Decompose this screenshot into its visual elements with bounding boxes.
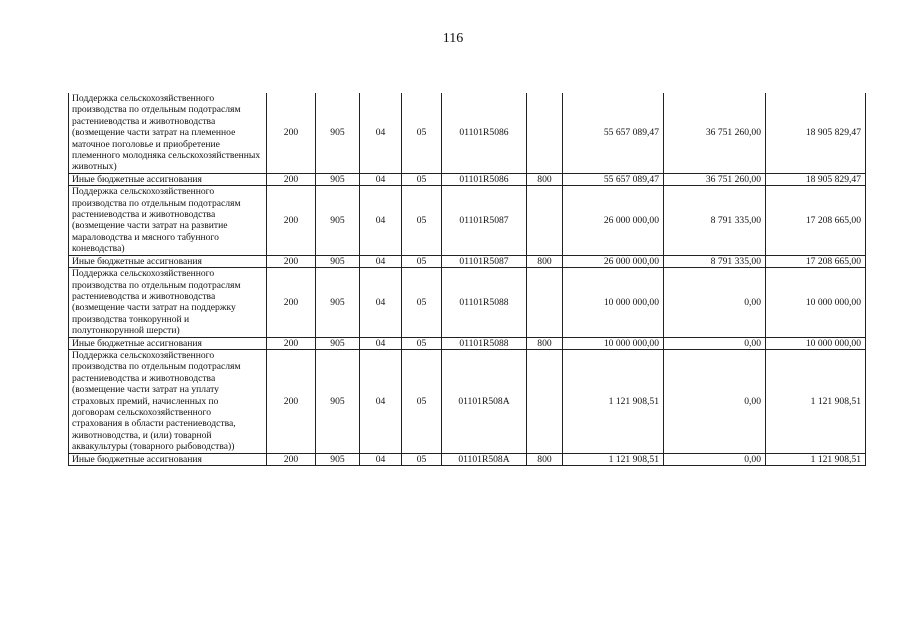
amount-total: 55 657 089,47 xyxy=(563,93,664,173)
expense-type xyxy=(527,186,563,255)
amount-2: 0,00 xyxy=(664,268,766,337)
table-row xyxy=(69,268,866,337)
amount-2: 0,00 xyxy=(664,337,766,349)
amount-total: 55 657 089,47 xyxy=(563,173,664,185)
department-code: 905 xyxy=(316,93,360,173)
row-name: Поддержка сельскохозяйственного производства по отдельным подотраслям растениеводства и животноводства (возмещение части затрат на уплату страховых премий, начисленных по договорам сельскохозяйственного страхования в области растениеводства, животноводства, и (или) товарной аквакультуры (товарного рыбоводства)) xyxy=(69,349,267,453)
department-code: 905 xyxy=(316,453,360,465)
admin-code: 200 xyxy=(267,337,316,349)
department-code: 905 xyxy=(316,255,360,267)
subsection-code: 05 xyxy=(402,173,442,185)
amount-total: 1 121 908,51 xyxy=(563,349,664,453)
amount-2: 36 751 260,00 xyxy=(664,93,766,173)
subsection-code: 05 xyxy=(402,337,442,349)
table-row xyxy=(69,186,866,255)
admin-code: 200 xyxy=(267,173,316,185)
table-row xyxy=(69,93,866,173)
subsection-code: 05 xyxy=(402,349,442,453)
section-code: 04 xyxy=(360,93,402,173)
row-name: Поддержка сельскохозяйственного производства по отдельным подотраслям растениеводства и животноводства (возмещение части затрат на племенное маточное поголовье и приобретение племенного молодняка сельскохозяйственных животных) xyxy=(69,93,267,173)
subsection-code: 05 xyxy=(402,93,442,173)
budget-table xyxy=(68,93,866,466)
row-name: Иные бюджетные ассигнования xyxy=(69,337,267,349)
expense-type: 800 xyxy=(527,173,563,185)
row-name: Иные бюджетные ассигнования xyxy=(69,453,267,465)
amount-2: 8 791 335,00 xyxy=(664,255,766,267)
amount-2: 0,00 xyxy=(664,349,766,453)
amount-total: 26 000 000,00 xyxy=(563,255,664,267)
admin-code: 200 xyxy=(267,268,316,337)
department-code: 905 xyxy=(316,173,360,185)
admin-code: 200 xyxy=(267,186,316,255)
section-code: 04 xyxy=(360,255,402,267)
admin-code: 200 xyxy=(267,93,316,173)
amount-2: 36 751 260,00 xyxy=(664,173,766,185)
department-code: 905 xyxy=(316,186,360,255)
amount-3: 17 208 665,00 xyxy=(766,186,866,255)
amount-2: 8 791 335,00 xyxy=(664,186,766,255)
table-row xyxy=(69,453,866,465)
expense-type xyxy=(527,268,563,337)
section-code: 04 xyxy=(360,268,402,337)
section-code: 04 xyxy=(360,173,402,185)
amount-3: 18 905 829,47 xyxy=(766,173,866,185)
expense-type: 800 xyxy=(527,337,563,349)
subsection-code: 05 xyxy=(402,255,442,267)
amount-3: 1 121 908,51 xyxy=(766,349,866,453)
section-code: 04 xyxy=(360,337,402,349)
admin-code: 200 xyxy=(267,349,316,453)
target-article: 01101R5087 xyxy=(442,255,527,267)
department-code: 905 xyxy=(316,268,360,337)
subsection-code: 05 xyxy=(402,268,442,337)
target-article: 01101R5088 xyxy=(442,337,527,349)
amount-3: 10 000 000,00 xyxy=(766,268,866,337)
row-name: Поддержка сельскохозяйственного производства по отдельным подотраслям растениеводства и животноводства (возмещение части затрат на поддержку производства тонкорунной и полутонкорунной шерсти) xyxy=(69,268,267,337)
section-code: 04 xyxy=(360,453,402,465)
target-article: 01101R5086 xyxy=(442,93,527,173)
expense-type xyxy=(527,93,563,173)
table-row xyxy=(69,349,866,453)
section-code: 04 xyxy=(360,186,402,255)
amount-3: 10 000 000,00 xyxy=(766,337,866,349)
table-row xyxy=(69,173,866,185)
amount-2: 0,00 xyxy=(664,453,766,465)
target-article: 01101R5086 xyxy=(442,173,527,185)
expense-type xyxy=(527,349,563,453)
amount-total: 1 121 908,51 xyxy=(563,453,664,465)
subsection-code: 05 xyxy=(402,186,442,255)
target-article: 01101R5087 xyxy=(442,186,527,255)
target-article: 01101R508A xyxy=(442,349,527,453)
target-article: 01101R508A xyxy=(442,453,527,465)
admin-code: 200 xyxy=(267,453,316,465)
target-article: 01101R5088 xyxy=(442,268,527,337)
table-row xyxy=(69,337,866,349)
row-name: Иные бюджетные ассигнования xyxy=(69,173,267,185)
admin-code: 200 xyxy=(267,255,316,267)
amount-total: 10 000 000,00 xyxy=(563,268,664,337)
department-code: 905 xyxy=(316,349,360,453)
subsection-code: 05 xyxy=(402,453,442,465)
section-code: 04 xyxy=(360,349,402,453)
page-number: 116 xyxy=(442,31,464,46)
row-name: Иные бюджетные ассигнования xyxy=(69,255,267,267)
amount-3: 17 208 665,00 xyxy=(766,255,866,267)
amount-total: 10 000 000,00 xyxy=(563,337,664,349)
row-name: Поддержка сельскохозяйственного производства по отдельным подотраслям растениеводства и животноводства (возмещение части затрат на развитие мараловодства и мясного табунного коневодства) xyxy=(69,186,267,255)
table-row xyxy=(69,255,866,267)
amount-3: 1 121 908,51 xyxy=(766,453,866,465)
expense-type: 800 xyxy=(527,255,563,267)
amount-total: 26 000 000,00 xyxy=(563,186,664,255)
amount-3: 18 905 829,47 xyxy=(766,93,866,173)
department-code: 905 xyxy=(316,337,360,349)
expense-type: 800 xyxy=(527,453,563,465)
